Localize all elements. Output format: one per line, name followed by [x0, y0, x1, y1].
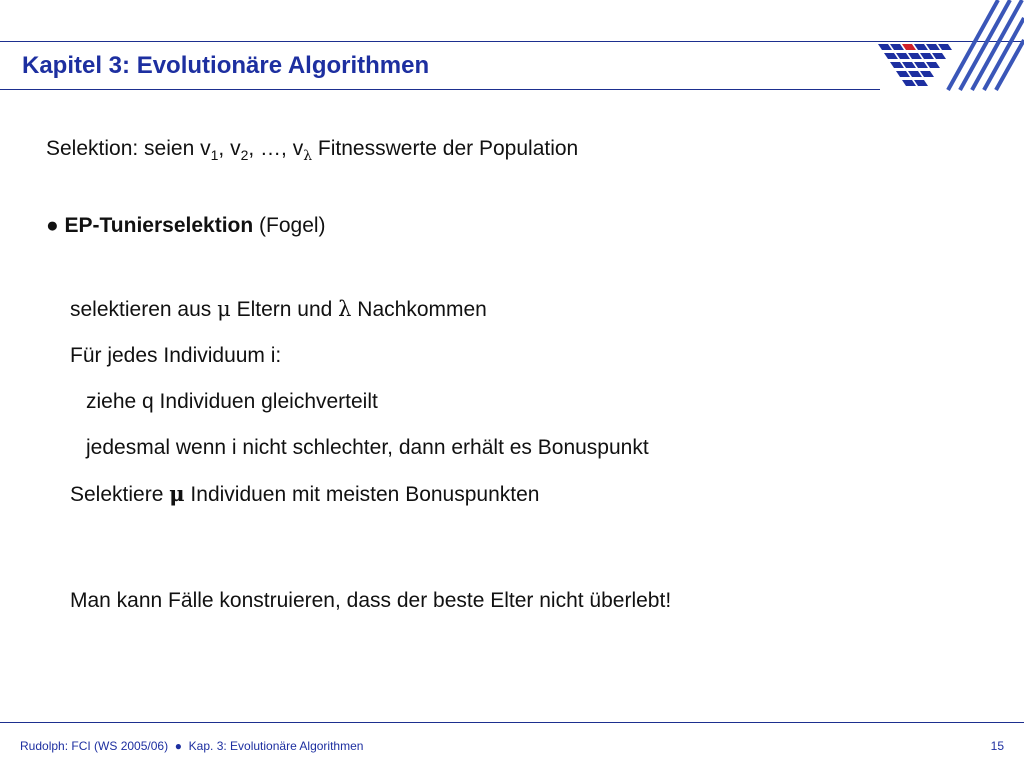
line-select-from — [70, 299, 487, 320]
bullet-icon: ● — [46, 214, 59, 237]
select-from-suffix: Nachkommen — [351, 298, 487, 321]
selection-prefix: Selektion: seien v — [46, 137, 211, 160]
select-mu-prefix: Selektiere — [70, 483, 170, 506]
footer-chapter: Kap. 3: Evolutionäre Algorithmen — [188, 739, 364, 753]
bullet-ep-tournament — [46, 215, 326, 236]
select-from-middle: Eltern und — [230, 298, 339, 321]
logo-blocks — [878, 44, 952, 86]
title-underline — [0, 89, 880, 90]
header-top-rule — [0, 41, 1024, 42]
selection-sep-1: , v — [218, 137, 241, 160]
mu-symbol-bold: μ — [169, 481, 185, 506]
select-from-prefix: selektieren aus — [70, 298, 218, 321]
subscript-1: 1 — [210, 147, 219, 163]
bullet-normal-text: (Fogel) — [253, 214, 326, 237]
subscript-2: 2 — [240, 147, 249, 163]
line-conclusion: Man kann Fälle konstruieren, dass der beste Elter nicht überlebt! — [70, 589, 672, 612]
line-select-mu — [70, 483, 539, 505]
select-mu-suffix: Individuen mit meisten Bonuspunkten — [184, 483, 540, 506]
line-draw-q: ziehe q Individuen gleichverteilt — [86, 390, 378, 413]
selection-suffix: Fitnesswerte der Population — [312, 137, 579, 160]
page-number: 15 — [990, 739, 1004, 753]
footer-text — [20, 739, 363, 753]
footer-rule — [0, 722, 1024, 723]
logo-diagonal-stripes — [948, 0, 1024, 90]
selection-intro — [46, 137, 579, 164]
slide-title: Kapitel 3: Evolutionäre Algorithmen — [22, 52, 430, 79]
mu-symbol: μ — [217, 297, 231, 321]
footer-separator-icon: ● — [174, 739, 182, 753]
lambda-symbol: λ — [338, 297, 352, 321]
subscript-lambda: λ — [303, 148, 313, 164]
selection-sep-2: , …, v — [248, 137, 304, 160]
line-for-each: Für jedes Individuum i: — [70, 344, 282, 367]
bullet-bold-text: EP-Tunierselektion — [64, 214, 254, 237]
footer-author: Rudolph: FCI (WS 2005/06) — [20, 739, 169, 753]
university-logo-icon — [874, 0, 1024, 92]
line-each-time: jedesmal wenn i nicht schlechter, dann erhält es Bonuspunkt — [86, 436, 649, 459]
